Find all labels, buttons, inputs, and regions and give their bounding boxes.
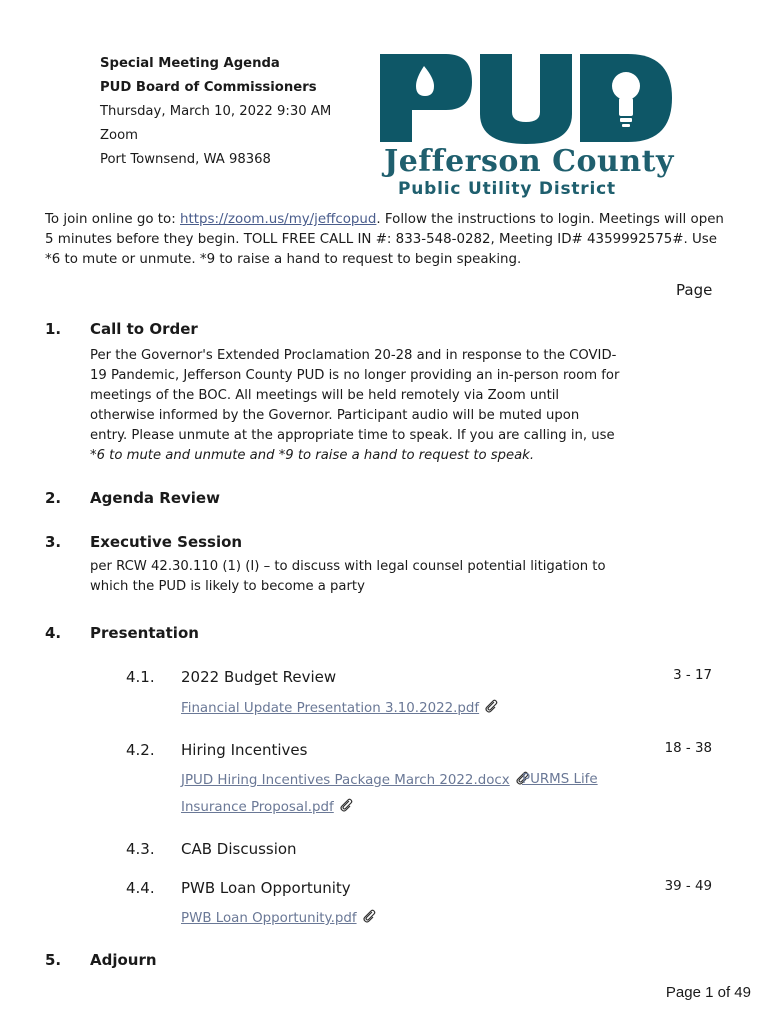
subitem-number: 4.2. <box>126 741 155 759</box>
item-title-call-to-order: Call to Order <box>90 320 198 338</box>
executive-session-text: per RCW 42.30.110 (1) (I) – to discuss with legal counsel potential litigation to which the PUD is likely to become a party <box>90 559 606 594</box>
item-title-adjourn: Adjourn <box>90 951 157 969</box>
item-number: 2. <box>45 489 62 507</box>
subitem-title-budget-review: 2022 Budget Review <box>181 668 337 686</box>
zoom-instructions <box>45 210 735 270</box>
subitem-number: 4.3. <box>126 840 155 858</box>
paperclip-icon <box>361 908 377 924</box>
zoom-link[interactable]: https://zoom.us/my/jeffcopud <box>180 212 377 227</box>
meeting-location: Port Townsend, WA 98368 <box>100 152 271 167</box>
call-to-order-text <box>90 346 620 466</box>
subitem-title-hiring-incentives: Hiring Incentives <box>181 741 308 759</box>
attachment-name[interactable]: Financial Update Presentation 3.10.2022.pdf <box>181 701 480 716</box>
item-title-presentation: Presentation <box>90 624 199 642</box>
jefferson-pud-logo <box>376 52 676 202</box>
subitem-pages: 39 - 49 <box>664 879 712 894</box>
item-title-executive-session: Executive Session <box>90 533 243 551</box>
subitem-pages: 3 - 17 <box>673 668 712 683</box>
item-number: 4. <box>45 624 62 642</box>
meeting-venue: Zoom <box>100 128 139 143</box>
logo-district-text: Public Utility District <box>398 179 616 199</box>
paperclip-icon <box>483 698 499 714</box>
meeting-type: Special Meeting Agenda <box>100 56 280 71</box>
intro-prefix: To join online go to: <box>45 212 180 227</box>
subitem-number: 4.4. <box>126 879 155 897</box>
item-number: 5. <box>45 951 62 969</box>
attachment-link[interactable] <box>522 770 598 790</box>
call-to-order-italic: 6 to mute and unmute and *9 to raise a hand to request to speak. <box>96 448 535 463</box>
paperclip-icon <box>338 797 354 813</box>
attachment-link[interactable] <box>181 698 499 719</box>
attachment-name[interactable]: JPUD Hiring Incentives Package March 2022.docx <box>181 773 510 788</box>
subitem-title-pwb-loan: PWB Loan Opportunity <box>181 879 351 897</box>
attachment-name[interactable]: PURMS Life <box>522 772 598 787</box>
intro-suffix: . Follow the instructions to login. Meetings will open 5 minutes before they begin. TOLL FREE CALL IN #: 833-548-0282, Meeting ID# 4359992575#. Use *6 to mute or unmute. *9 to raise a hand to request to begin speaking. <box>45 212 724 267</box>
meeting-datetime: Thursday, March 10, 2022 9:30 AM <box>100 104 332 119</box>
item-number: 3. <box>45 533 62 551</box>
logo-county-text: Jefferson County <box>384 144 674 179</box>
subitem-pages: 18 - 38 <box>664 741 712 756</box>
call-to-order-body: Per the Governor's Extended Proclamation 20-28 and in response to the COVID-19 Pandemic, Jefferson County PUD is no longer providing an in-person room for meetings of the BOC. All meetings will be held remotely via Zoom until otherwise informed by the Governor. Participant audio will be muted upon entry. Please unmute at the appropriate time to speak. If you are calling in, use * <box>90 348 620 463</box>
page-number: Page 1 of 49 <box>665 984 751 1001</box>
attachment-link[interactable] <box>181 908 377 929</box>
page-column-header: Page <box>676 281 713 299</box>
subitem-title-cab-discussion: CAB Discussion <box>181 840 297 858</box>
item-number: 1. <box>45 320 62 338</box>
attachment-name[interactable]: Insurance Proposal.pdf <box>181 800 334 815</box>
subitem-number: 4.1. <box>126 668 155 686</box>
board-name: PUD Board of Commissioners <box>100 80 317 95</box>
item-title-agenda-review: Agenda Review <box>90 489 220 507</box>
attachment-name[interactable]: PWB Loan Opportunity.pdf <box>181 911 357 926</box>
attachment-link[interactable] <box>181 797 354 818</box>
attachment-link[interactable] <box>181 770 530 791</box>
